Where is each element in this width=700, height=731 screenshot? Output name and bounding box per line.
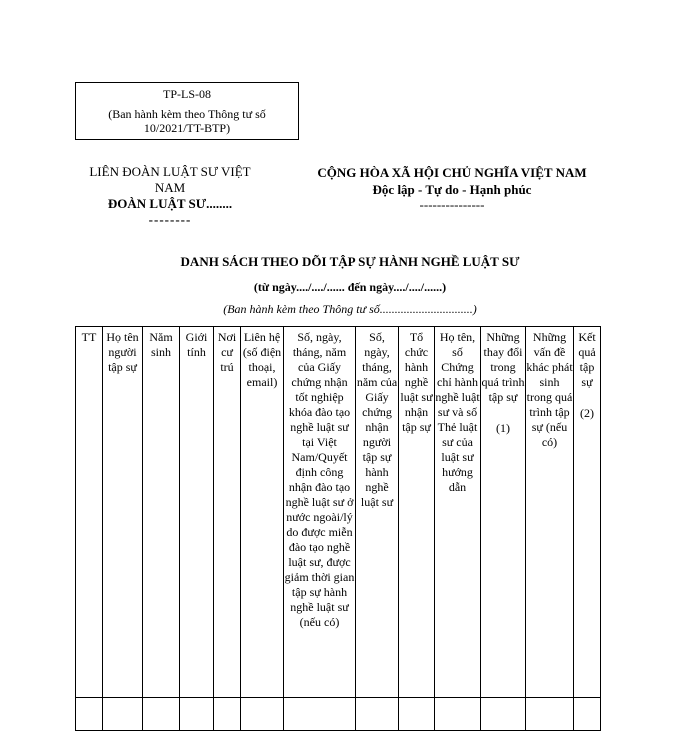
table-cell (356, 698, 399, 731)
header-cell: Những vấn đề khác phát sinh trong quá trình tập sự (nếu có) (526, 327, 574, 698)
country-name: CỘNG HÒA XÃ HỘI CHỦ NGHĨA VIỆT NAM (317, 165, 587, 180)
header-cell: Giới tính (180, 327, 214, 698)
header-cell: Liên hệ (số điện thoại, email) (241, 327, 284, 698)
table-cell (214, 698, 241, 731)
table-header-row (76, 327, 601, 698)
header-cell: Kết quả tập sự (2) (574, 327, 601, 698)
table-cell (481, 698, 526, 731)
date-range: (từ ngày..../..../...... đến ngày..../..../......) (253, 280, 447, 294)
table-cell (284, 698, 356, 731)
header-cell: Nơi cư trú (214, 327, 241, 698)
national-heading (302, 164, 602, 212)
header-cell: Năm sinh (143, 327, 180, 698)
table-row (76, 698, 601, 731)
table-cell (180, 698, 214, 731)
motto-separator: --------------- (419, 197, 485, 212)
org-separator: -------- (148, 212, 192, 227)
header-cell: Họ tên người tập sự (103, 327, 143, 698)
table-cell (103, 698, 143, 731)
form-code-box (75, 82, 299, 140)
issuing-organization (85, 164, 255, 228)
header-cell: Họ tên, số Chứng chỉ hành nghề luật sư và số Thẻ luật sư của luật sư hướng dẫn (435, 327, 481, 698)
header-cell: Tổ chức hành nghề luật sư nhận tập sự (399, 327, 435, 698)
trainee-table (75, 326, 601, 731)
bar-association-name: ĐOÀN LUẬT SƯ........ (107, 196, 233, 211)
footnote-marker: (2) (580, 406, 594, 420)
header-cell: Số, ngày, tháng, năm của Giấy chứng nhận người tập sự hành nghề luật sư (356, 327, 399, 698)
form-code: TP-LS-08 (163, 87, 211, 101)
form-issued-note: (Ban hành kèm theo Thông tư số 10/2021/TT-BTP) (108, 107, 266, 135)
national-motto: Độc lập - Tự do - Hạnh phúc (372, 182, 532, 197)
document-title: DANH SÁCH THEO DÕI TẬP SỰ HÀNH NGHỀ LUẬT SƯ (180, 254, 520, 269)
footnote-marker: (1) (496, 421, 510, 435)
header-cell: TT (76, 327, 103, 698)
table-cell (399, 698, 435, 731)
table-cell (526, 698, 574, 731)
header-cell: Số, ngày, tháng, năm của Giấy chứng nhận tốt nghiệp khóa đào tạo nghề luật sư tại Việt Nam/Quyết định công nhận đào tạo nghề luật sư ở nước ngoài/lý do được miễn đào tạo nghề luật sư, được giảm thời gian tập sự hành nghề luật sư (nếu có) (284, 327, 356, 698)
table-cell (143, 698, 180, 731)
table-cell (574, 698, 601, 731)
table-cell (76, 698, 103, 731)
table-cell (241, 698, 284, 731)
issued-by-note: (Ban hành kèm theo Thông tư số...............................) (223, 302, 477, 316)
table-cell (435, 698, 481, 731)
federation-name: LIÊN ĐOÀN LUẬT SƯ VIỆT NAM (89, 164, 251, 195)
trainee-table-wrapper (75, 326, 601, 731)
header-cell: Những thay đổi trong quá trình tập sự (1) (481, 327, 526, 698)
